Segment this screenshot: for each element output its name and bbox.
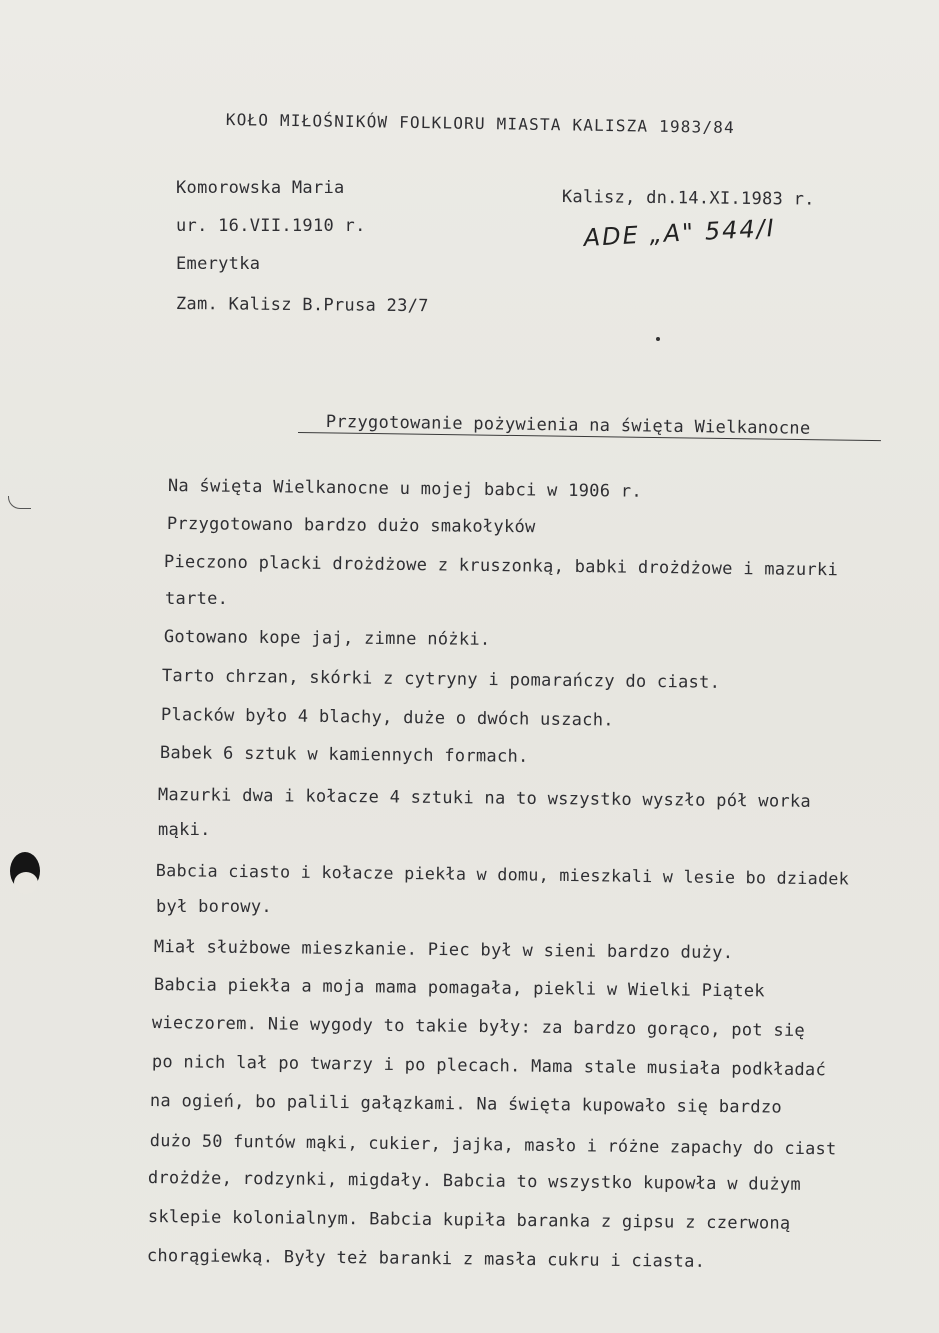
body-line: chorągiewką. Były też baranki z masła cukru i ciasta. bbox=[146, 1246, 706, 1272]
body-line: sklepie kolonialnym. Babcia kupiła baranka z gipsu z czerwoną bbox=[147, 1207, 791, 1234]
body-line: Przygotowano bardzo dużo smakołyków bbox=[166, 514, 536, 538]
author-address: Zam. Kalisz B.Prusa 23/7 bbox=[175, 294, 429, 317]
body-line: Miał służbowe mieszkanie. Piec był w sieni bardzo duży. bbox=[153, 937, 734, 964]
body-line: Babcia ciasto i kołacze piekła w domu, mieszkali w lesie bo dziadek bbox=[155, 860, 850, 889]
body-line: Gotowano kope jaj, zimne nóżki. bbox=[163, 627, 491, 650]
body-line: na ogień, bo palili gałązkami. Na święta kupowało się bardzo bbox=[149, 1091, 783, 1118]
author-occupation: Emerytka bbox=[176, 254, 261, 274]
body-line: był borowy. bbox=[156, 897, 272, 917]
body-line: Placków było 4 blachy, duże o dwóch uszach. bbox=[160, 705, 614, 731]
body-line: Tarto chrzan, skórki z cytryny i pomarańczy do ciast. bbox=[161, 666, 721, 693]
organization-header: KOŁO MIŁOŚNIKÓW FOLKLORU MIASTA KALISZA 1983/84 bbox=[225, 110, 736, 137]
body-line: Mazurki dwa i kołacze 4 sztuki na to wszystko wyszło pół worka bbox=[157, 785, 812, 812]
body-line: dużo 50 funtów mąki, cukier, jajka, masło i różne zapachy do ciast bbox=[149, 1130, 837, 1159]
margin-mark bbox=[8, 496, 31, 509]
body-line: tarte. bbox=[165, 589, 229, 609]
handwritten-archive-mark: ADE „A" 544/I bbox=[583, 213, 777, 252]
body-line: wieczorem. Nie wygody to takie były: za bardzo gorąco, pot się bbox=[151, 1013, 806, 1041]
punch-hole-edge bbox=[14, 872, 38, 894]
body-line: mąki. bbox=[158, 820, 211, 840]
place-and-date: Kalisz, dn.14.XI.1983 r. bbox=[561, 187, 815, 210]
author-birth-date: ur. 16.VII.1910 r. bbox=[176, 216, 366, 236]
document-title: Przygotowanie pożywienia na święta Wielkanocne bbox=[325, 412, 811, 439]
body-line: Babcia piekła a moja mama pomagała, piekli w Wielki Piątek bbox=[153, 975, 765, 1002]
ink-dot bbox=[656, 337, 660, 341]
body-line: po nich lał po twarzy i po plecach. Mama stale musiała podkładać bbox=[151, 1052, 827, 1081]
body-line: Pieczono placki drożdżowe z kruszonką, babki drożdżowe i mazurki bbox=[163, 552, 839, 581]
body-line: Na święta Wielkanocne u mojej babci w 1906 r. bbox=[167, 476, 643, 502]
body-line: drożdże, rodzynki, migdały. Babcia to wszystko kupowła w dużym bbox=[147, 1168, 802, 1195]
author-name: Komorowska Maria bbox=[176, 178, 345, 198]
body-line: Babek 6 sztuk w kamiennych formach. bbox=[159, 743, 529, 767]
